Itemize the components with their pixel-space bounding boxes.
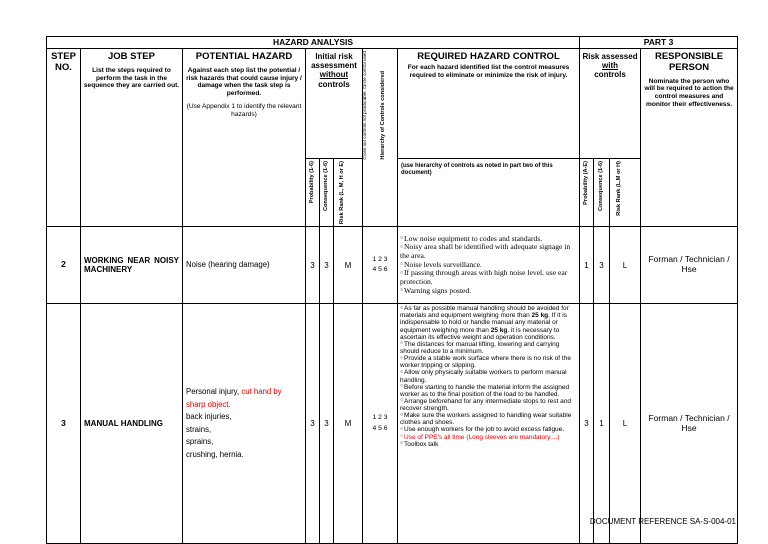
consequence-value: 3: [320, 304, 334, 544]
table-row: [47, 304, 738, 544]
step-header: STEP NO.: [47, 49, 81, 227]
step-number: 3: [47, 304, 81, 544]
risk-rank-header: Risk Rank (L, M, H or E): [334, 159, 363, 227]
control-item: ○ Arrange beforehand for any intermediate stops to rest and recover strength.: [400, 398, 577, 412]
control-item: ○ Low noise equipment to codes and standards.: [400, 235, 577, 244]
potential-hazard: Personal injury, cut hand by sharp object. back injuries, strains, sprains, crushing, hernia.: [183, 304, 306, 544]
table-row: [47, 227, 738, 304]
risk-rank-value: M: [334, 304, 363, 544]
control-item: ○ As far as possible manual handling should be avoided for materials and equipment weighing more than 25 kg. If it is indispensable to hold or handle manual any material or equipment weighing more than 25 kg. it is necessary to ascertain its effective weight and operation conditions.: [400, 305, 577, 341]
consequence2-header: Consequence (1-6): [594, 159, 610, 227]
hazard-analysis-table: [46, 36, 738, 544]
control-item: ○ Allow only physically suitable workers to perform manual handling.: [400, 369, 577, 383]
job-step: WORKING NEAR NOISY MACHINERY: [81, 227, 183, 304]
consequence-header: Consequence (1-6): [320, 159, 334, 227]
control-item: ○ Provide a stable work surface where there is no risk of the worker tripping or slipping.: [400, 355, 577, 369]
responsible-person: Forman / Technician / Hse: [641, 304, 738, 544]
control-item: ○ Use enough workers for the job to avoid excess fatigue.: [400, 426, 577, 433]
probability-value: 3: [306, 304, 320, 544]
document-reference: DOCUMENT REFERENCE SA-S-004-01: [589, 517, 736, 526]
part-label: PART 3: [580, 37, 738, 49]
table-title: HAZARD ANALYSIS: [47, 37, 580, 49]
job-step: MANUAL HANDLING: [81, 304, 183, 544]
risk-rank2-header: Risk Rank (L,M or H): [610, 159, 641, 227]
control-item: ○ Toolbox talk: [400, 441, 577, 448]
title-row: [47, 37, 738, 49]
control-item: ○ If passing through areas with high noise level. use ear protection.: [400, 269, 577, 286]
step-number: 2: [47, 227, 81, 304]
required-controls: [398, 304, 580, 544]
potential-hazard: Noise (hearing damage): [183, 227, 306, 304]
job-step-header: JOB STEP List the steps required to perform the task in the sequence they are carried out.: [81, 49, 183, 227]
hierarchy-options: 1 2 3 4 5 6: [363, 227, 398, 304]
hierarchy-header: Cross out controls not practicable. Circle control used Hierarchy of Controls considered: [363, 49, 398, 227]
control-item: ○ Warning signs posted.: [400, 287, 577, 296]
control-item: ○ Before starting to handle the material inform the assigned worker as to the final position of the load to be handled.: [400, 384, 577, 398]
control-item: ○ The distances for manual lifting, lowering and carrying should reduce to a minimum.: [400, 341, 577, 355]
potential-hazard-header: POTENTIAL HAZARD Against each step list the potential / risk hazards that could cause injury / damage when the task step is performed. (Use Appendix 1 to identify the relevant hazards): [183, 49, 306, 227]
responsible-header: RESPONSIBLE PERSON Nominate the person who will be required to action the control measures and monitor their effectiveness.: [641, 49, 738, 227]
probability-header: Probability (1-6): [306, 159, 320, 227]
consequence2-value: 3: [594, 227, 610, 304]
probability2-value: 3: [580, 304, 594, 544]
control-item: ○ Make sure the workers assigned to handling wear suitable clothes and shoes.: [400, 412, 577, 426]
consequence2-value: 1: [594, 304, 610, 544]
consequence-value: 3: [320, 227, 334, 304]
required-controls: [398, 227, 580, 304]
control-item: ○ Noise levels surveillance.: [400, 261, 577, 270]
risk-assessed-header: Risk assessed with controls: [580, 49, 641, 159]
control-item: ○ Noisy area shall be identified with adequate signage in the area.: [400, 243, 577, 260]
control-item-ppe: ○ Use of PPE's all time (Long sleeves are mandatory....): [400, 434, 577, 441]
risk-rank-value: M: [334, 227, 363, 304]
probability-value: 3: [306, 227, 320, 304]
column-header-row: [47, 49, 738, 159]
probability2-value: 1: [580, 227, 594, 304]
responsible-person: Forman / Technician / Hse: [641, 227, 738, 304]
initial-risk-header: Initial risk assessment without controls: [306, 49, 363, 159]
required-control-header: REQUIRED HAZARD CONTROL For each hazard identified list the control measures required to eliminate or minimize the risk of injury.: [398, 49, 580, 159]
risk-rank2-value: L: [610, 227, 641, 304]
control-hint: (use hierarchy of controls as noted in part two of this document): [398, 159, 580, 227]
probability2-header: Probability (A-E): [580, 159, 594, 227]
hierarchy-options: 1 2 3 4 5 6: [363, 304, 398, 544]
risk-rank2-value: L: [610, 304, 641, 544]
